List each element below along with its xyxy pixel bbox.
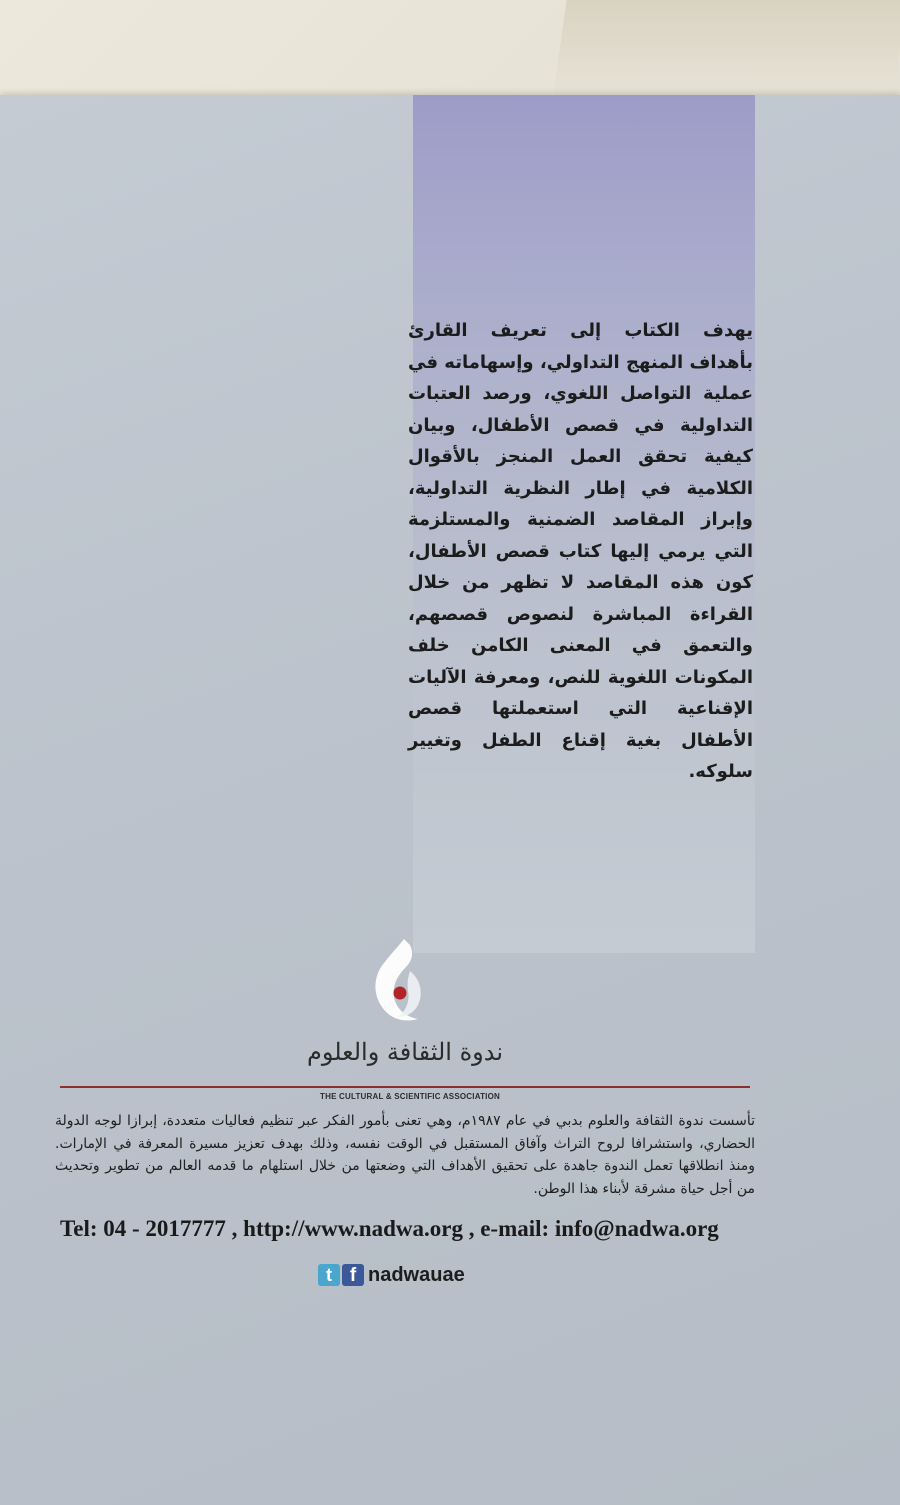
publisher-name-arabic: ندوة الثقافة والعلوم <box>306 1038 504 1066</box>
book-description: يهدف الكتاب إلى تعريف القارئ بأهداف المنهج التداولي، وإسهاماته في عملية التواصل اللغوي، ورصد العتبات التداولية في قصص الأطفال، وبيان كيفية تحقق العمل المنجز بالأقوال الكلامية في إطار النظرية التداولية، وإبراز المقاصد الضمنية والمستلزمة التي يرمي إليها كتاب قصص الأطفال، كون هذه المقاصد لا تظهر من خلال القراءة المباشرة لنصوص قصصهم، والتعمق في المعنى الكامن خلف المكونات اللغوية للنص، ومعرفة الآليات الإقناعية التي استعملتها قصص الأطفال بغية إقناع الطفل وتغيير سلوكه. <box>408 320 753 782</box>
social-links <box>318 1260 465 1290</box>
background-paper-corner <box>553 0 900 95</box>
social-handle: nadwauae <box>368 1263 465 1286</box>
publisher-logo-icon <box>360 935 440 1031</box>
contact-line: Tel: 04 - 2017777 , http://www.nadwa.org , e-mail: info@nadwa.org <box>60 1216 719 1241</box>
facebook-icon: f <box>342 1264 364 1286</box>
divider-rule <box>60 1086 750 1088</box>
twitter-icon: t <box>318 1264 340 1286</box>
publisher-about: تأسست ندوة الثقافة والعلوم بدبي في عام ١٩٨٧م، وهي تعنى بأمور الفكر عبر تنظيم فعاليات متعددة، إبرازا لوجه الدولة الحضاري، واستشرافا لروح التراث وآفاق المستقبل في الوقت نفسه، وذلك بهدف تعزيز مسيرة المعرفة في الإمارات. ومنذ انطلاقها تعمل الندوة جاهدة على تحقيق الأهداف التي وضعتها من خلال استلهام ما قدمه العالم من تطوير وتحديث من أجل حياة مشرقة لأبناء هذا الوطن. <box>55 1113 755 1197</box>
publisher-name-english: THE CULTURAL & SCIENTIFIC ASSOCIATION <box>320 1092 500 1101</box>
